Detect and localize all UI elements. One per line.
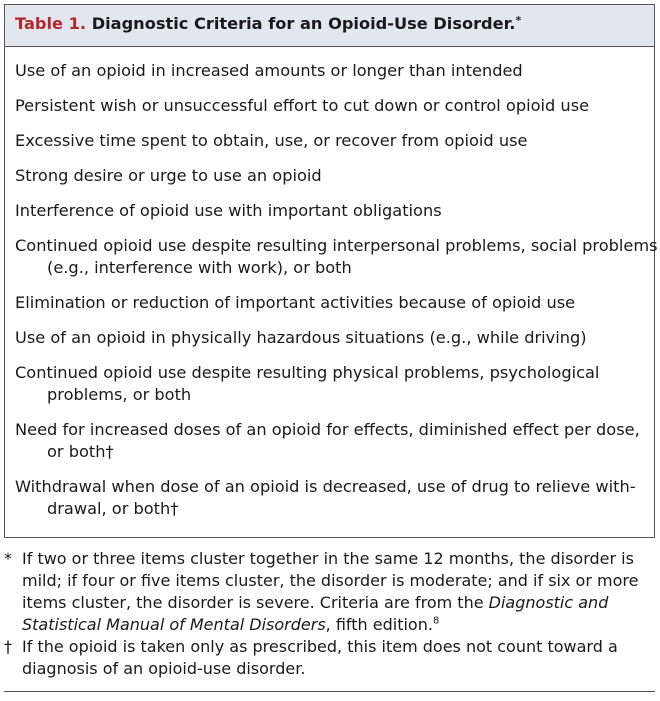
criterion-text: Use of an opioid in increased amounts or longer than intended	[15, 61, 523, 80]
criterion-text: Strong desire or urge to use an opioid	[15, 166, 322, 185]
criterion-item	[15, 292, 644, 314]
criteria-list	[5, 47, 658, 520]
criterion-text: Interference of opioid use with important obligations	[15, 201, 442, 220]
dagger-mark: †	[105, 442, 114, 461]
criterion-item	[15, 327, 644, 349]
footnote-asterisk	[4, 548, 655, 636]
title-footnote-mark: *	[515, 14, 522, 27]
criterion-text: Use of an opioid in physically hazardous situations (e.g., while driving)	[15, 328, 587, 347]
criterion-text-continued: problems, or both	[47, 385, 192, 404]
criterion-text-continued: or both	[47, 442, 106, 461]
footnote-text: diagnosis of an opioid-use disorder.	[22, 659, 306, 678]
criterion-text-continued: drawal, or both	[47, 499, 171, 518]
criterion-item	[15, 476, 644, 520]
footnote-symbol: †	[4, 637, 12, 656]
criterion-text: Continued opioid use despite resulting interpersonal problems, social problems	[15, 236, 658, 255]
footnote-symbol: *	[4, 549, 12, 568]
footnote-source-title: Diagnostic and	[488, 593, 609, 612]
criterion-text: Excessive time spent to obtain, use, or recover from opioid use	[15, 131, 528, 150]
table-label: Table 1.	[15, 14, 87, 33]
criterion-text: Need for increased doses of an opioid for effects, diminished effect per dose,	[15, 420, 640, 439]
criterion-item	[15, 130, 644, 152]
footnote-text: If the opioid is taken only as prescribed, this item does not count toward a	[22, 637, 618, 656]
table-footnotes	[4, 548, 655, 680]
criterion-item	[15, 419, 644, 463]
criterion-text: Withdrawal when dose of an opioid is decreased, use of drug to relieve with-	[15, 477, 636, 496]
footnote-text: mild; if four or five items cluster, the disorder is moderate; and if six or more	[22, 571, 639, 590]
criterion-item	[15, 235, 658, 279]
criterion-text: Continued opioid use despite resulting physical problems, psychological	[15, 363, 600, 382]
table-title: Diagnostic Criteria for an Opioid-Use Disorder.	[91, 14, 516, 33]
dagger-mark: †	[170, 499, 179, 518]
criterion-text-continued: (e.g., interference with work), or both	[47, 258, 352, 277]
table-header	[5, 5, 654, 47]
footnote-text: , fifth edition.	[325, 615, 433, 634]
footnote-text: If two or three items cluster together in the same 12 months, the disorder is	[22, 549, 634, 568]
criterion-item	[15, 362, 644, 406]
criterion-text: Persistent wish or unsuccessful effort to cut down or control opioid use	[15, 96, 590, 115]
footnote-text: items cluster, the disorder is severe. Criteria are from the	[22, 593, 484, 612]
reference-number: 8	[432, 615, 440, 627]
criterion-text: Elimination or reduction of important activities because of opioid use	[15, 293, 576, 312]
criterion-item	[15, 95, 644, 117]
footnote-source-title: Statistical Manual of Mental Disorders	[22, 615, 326, 634]
criteria-table	[4, 4, 658, 538]
criterion-item	[15, 165, 644, 187]
criterion-item	[15, 60, 644, 82]
bottom-rule	[4, 691, 655, 692]
criterion-item	[15, 200, 644, 222]
footnote-dagger	[4, 636, 655, 680]
